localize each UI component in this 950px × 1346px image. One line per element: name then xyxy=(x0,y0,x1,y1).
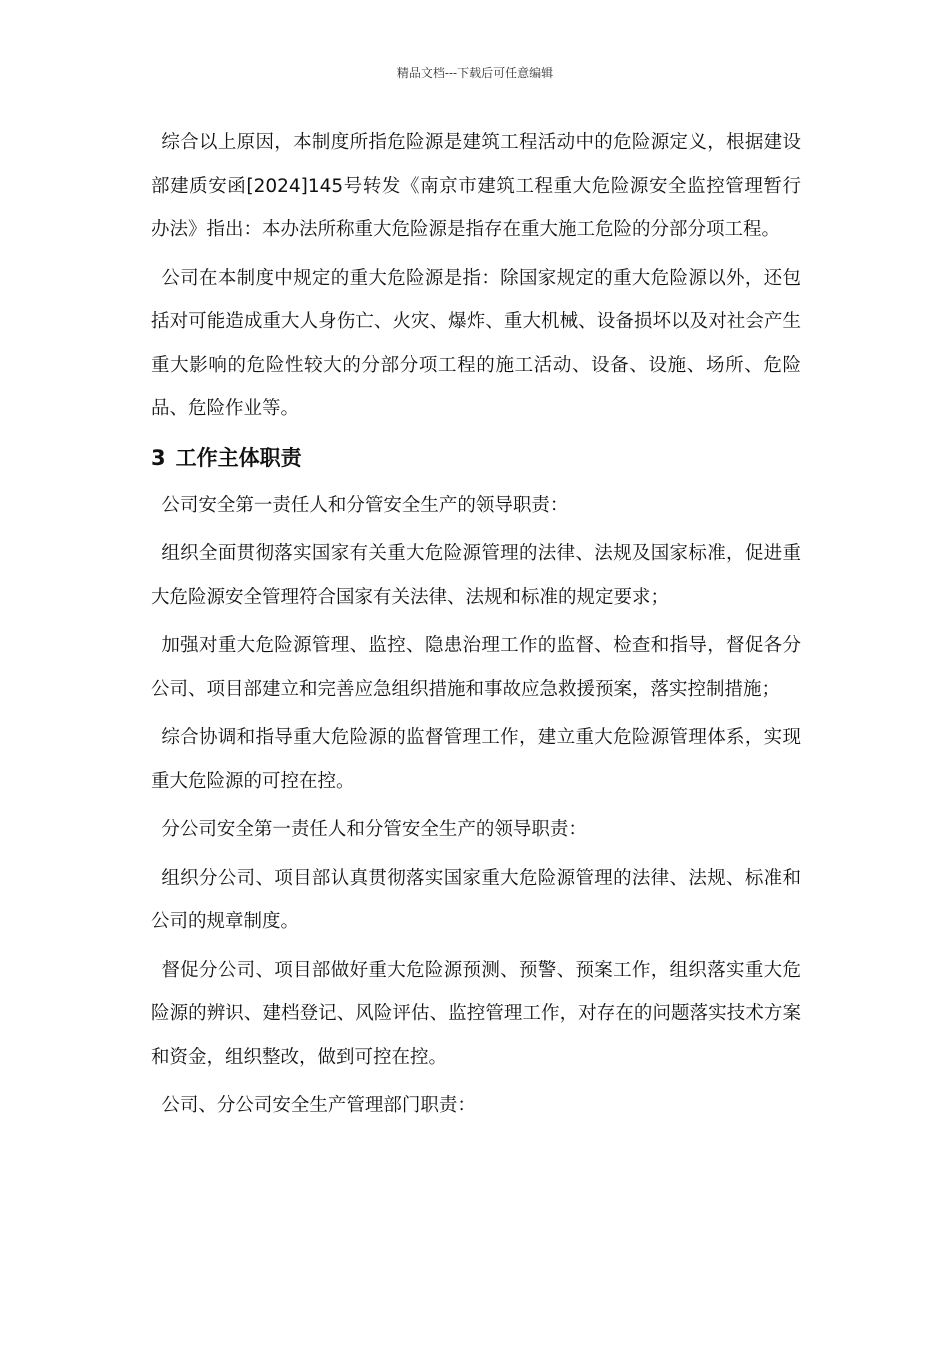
page-header: 精品文档---下载后可任意编辑 xyxy=(396,66,554,80)
section-heading xyxy=(151,436,801,480)
section-title: 工作主体职责 xyxy=(175,445,302,470)
document-body xyxy=(151,121,801,1133)
paragraph: 综合以上原因，本制度所指危险源是建筑工程活动中的危险源定义，根据建设部建质安函[2024]145号转发《南京市建筑工程重大危险源安全监控管理暂行办法》指出：本办法所称重大危险源是指存在重大施工危险的分部分项工程。 xyxy=(151,132,801,240)
paragraph: 组织全面贯彻落实国家有关重大危险源管理的法律、法规及国家标准，促进重大危险源安全管理符合国家有关法律、法规和标准的规定要求； xyxy=(151,543,801,608)
paragraph: 综合协调和指导重大危险源的监督管理工作，建立重大危险源管理体系，实现重大危险源的可控在控。 xyxy=(151,727,801,792)
paragraph: 加强对重大危险源管理、监控、隐患治理工作的监督、检查和指导，督促各分公司、项目部建立和完善应急组织措施和事故应急救援预案，落实控制措施； xyxy=(151,635,801,700)
paragraph: 公司安全第一责任人和分管安全生产的领导职责： xyxy=(161,494,569,516)
paragraph: 公司在本制度中规定的重大危险源是指：除国家规定的重大危险源以外，还包括对可能造成重大人身伤亡、火灾、爆炸、重大机械、设备损坏以及对社会产生重大影响的危险性较大的分部分项工程的施工活动、设备、设施、场所、危险品、危险作业等。 xyxy=(151,267,801,419)
section-number: 3 xyxy=(151,445,166,470)
paragraph: 组织分公司、项目部认真贯彻落实国家重大危险源管理的法律、法规、标准和公司的规章制度。 xyxy=(151,867,801,932)
paragraph: 督促分公司、项目部做好重大危险源预测、预警、预案工作，组织落实重大危险源的辨识、建档登记、风险评估、监控管理工作，对存在的问题落实技术方案和资金，组织整改，做到可控在控。 xyxy=(151,959,801,1068)
paragraph: 分公司安全第一责任人和分管安全生产的领导职责： xyxy=(161,819,587,840)
paragraph: 公司、分公司安全生产管理部门职责： xyxy=(161,1095,476,1116)
